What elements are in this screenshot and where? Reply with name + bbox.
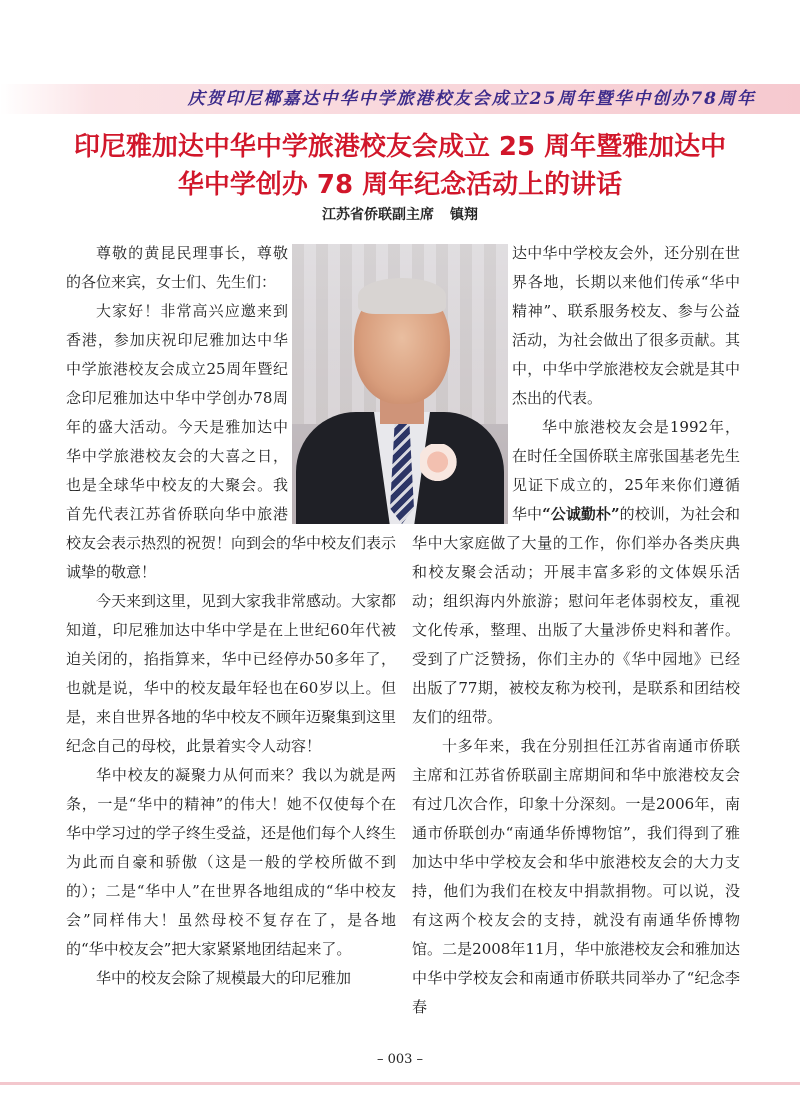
corsage-icon bbox=[420, 444, 464, 484]
title-line-1: 印尼雅加达中华中学旅港校友会成立 25 周年暨雅加达中 bbox=[73, 132, 727, 162]
banner-text: 庆贺印尼椰嘉达中华中学旅港校友会成立25周年暨华中创办78周年 bbox=[187, 89, 756, 109]
paragraph-continued: 华中的校友会除了规模最大的印尼雅加 bbox=[96, 969, 352, 987]
speaker-photo bbox=[292, 244, 508, 524]
bottom-divider bbox=[0, 1082, 800, 1085]
founding-text-cont: 的校训，为社会和华中大家庭做了大量的工作，你们举办各类庆典和校友聚会活动；开展丰富多彩的文体娱乐活动；组织海内外旅游；慰问年老体弱校友，重视文化传承，整理、出版了大量涉侨史料和著作。受到了广泛赞扬，你们主办的《华中园地》已经出版了77期，被校友称为校刊，是联系和团结校友们的纽带。 bbox=[412, 505, 740, 726]
paragraph-cooperation: 十多年来，我在分别担任江苏省南通市侨联主席和江苏省侨联副主席期间和华中旅港校友会有过几次合作，印象十分深刻。一是2006年，南通市侨联创办“南通华侨博物馆”，我们得到了雅加达中华中学校友会和华中旅港校友会的大力支持，他们为我们在校友中捐款捐物。可以说，没有这两个校友会的支持，就没有南通华侨博物馆。二是2008年11月，华中旅港校友会和雅加达中华中学校友会和南通市侨联共同举办了“纪念李春 bbox=[412, 737, 740, 1016]
paragraph-cohesion: 华中校友的凝聚力从何而来？我以为就是两条，一是“华中的精神”的伟大！她不仅使每个在华中学习过的学子终生受益，还是他们每个人终生为此而自豪和骄傲（这是一般的学校所做不到的）；二是“华中人”在世界各地组成的“华中校友会”同样伟大！虽然母校不复存在了，是各地的“华中校友会”把大家紧紧地团结起来了。 bbox=[66, 766, 397, 958]
title-line-2: 华中学创办 78 周年纪念活动上的讲话 bbox=[177, 170, 623, 200]
page-number: – 003 – bbox=[376, 1052, 424, 1067]
paragraph-continuation: 达中华中学校友会外，还分别在世界各地，长期以来他们传承“华中精神”、联系服务校友、参与公益活动，为社会做出了很多贡献。其中，中华中学旅港校友会就是其中杰出的代表。 bbox=[512, 244, 740, 407]
photo-hair bbox=[358, 278, 446, 314]
byline bbox=[0, 204, 800, 224]
school-motto: “公诚勤朴” bbox=[542, 505, 620, 523]
author-name: 镇翔 bbox=[450, 207, 478, 223]
article-title bbox=[60, 128, 740, 204]
paragraph-greeting: 大家好！非常高兴应邀来到香港，参加庆祝印尼雅加达中华中学旅港校友会成立25周年暨纪念印尼雅加达中华中学创办78周年的盛大活动。今天是雅加达中华中学旅港校友会的大喜之日，也是全球华中校友的大聚会。我首先代表江苏省侨联向华中旅港校友会表示热烈的祝贺！向到会的华中校友们表示诚挚的敬意！ bbox=[66, 302, 397, 581]
header-banner bbox=[0, 84, 800, 114]
paragraph-moved: 今天来到这里，见到大家我非常感动。大家都知道，印尼雅加达中华中学是在上世纪60年代被迫关闭的，掐指算来，华中已经停办50多年了，也就是说，华中的校友最年轻也在60岁以上。但是，来自世界各地的华中校友不顾年迈聚集到这里纪念自己的母校，此景着实令人动容！ bbox=[66, 592, 397, 755]
founding-text: 华中旅港校友会是1992年，在时任全国侨联主席张国基老先生见证下成立的，25年来你们遵循华中 bbox=[512, 418, 740, 523]
author-position: 江苏省侨联副主席 bbox=[322, 207, 434, 223]
paragraph-salutation: 尊敬的黄昆民理事长，尊敬的各位来宾，女士们、先生们： bbox=[66, 244, 288, 291]
